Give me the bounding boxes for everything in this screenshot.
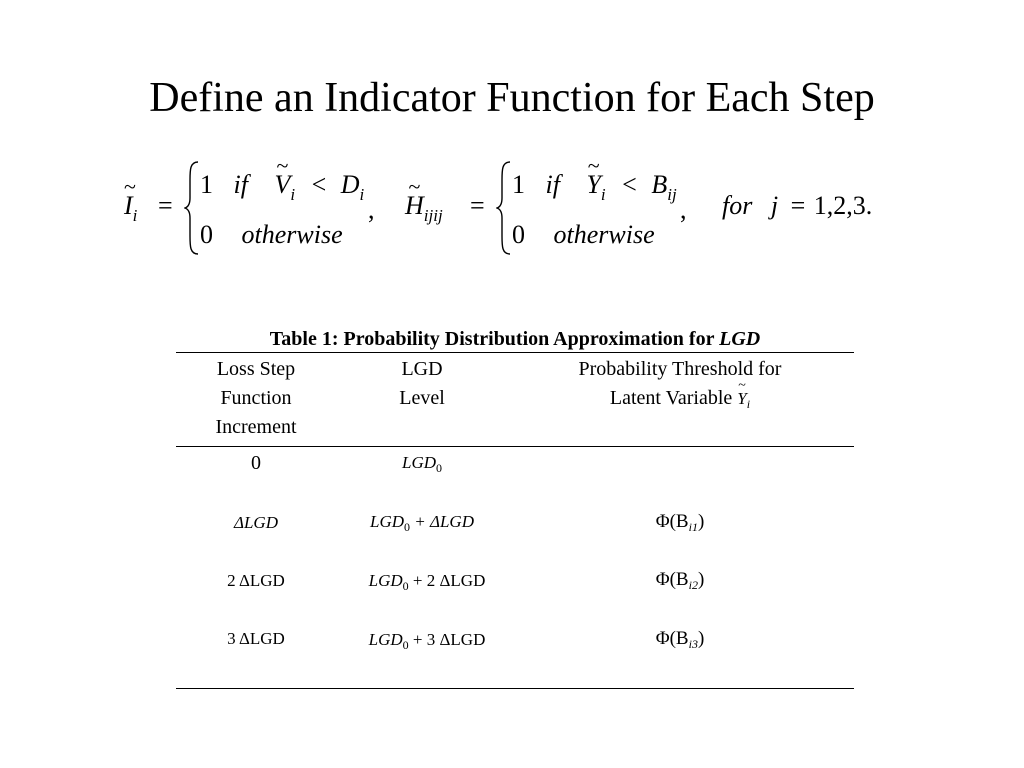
eq1-case1 <box>200 170 364 203</box>
eq2-case1-value: 1 <box>512 170 525 199</box>
eq1-lhs-subscript: i <box>132 206 138 225</box>
eq2-left-brace <box>496 160 512 256</box>
eq-index-range <box>722 191 872 221</box>
table-title-text: Table 1: Probability Distribution Approximation for <box>269 328 720 350</box>
row-3-increment: 3 ΔLGD <box>227 629 285 648</box>
table-title-lgd: LGD <box>719 328 761 350</box>
eq1-left-brace <box>184 160 200 256</box>
eq2-case2-value: 0 <box>512 220 525 249</box>
header-loss-step <box>176 355 336 442</box>
eq2-case2-text: otherwise <box>553 220 655 249</box>
header-threshold-line-2-text: Latent Variable <box>609 387 733 409</box>
eq1-case2 <box>200 220 343 250</box>
slide-title: Define an Indicator Function for Each Step <box>149 75 875 121</box>
eq1-case1-var: ~ V <box>274 170 290 200</box>
row-1-increment: ΔLGD <box>234 513 278 532</box>
header-probability-threshold <box>530 355 830 415</box>
header-lgd-level <box>342 355 502 413</box>
row-0-increment: 0 <box>251 452 261 474</box>
header-latent-subscript: i <box>746 397 751 411</box>
eq2-lhs <box>405 191 443 224</box>
header-loss-step-line-2: Function <box>220 387 292 409</box>
row-2-threshold: $\Phi(B_{i2})$ <box>655 569 705 592</box>
eq1-lhs <box>124 191 137 224</box>
header-loss-step-line-1: Loss Step <box>216 358 296 380</box>
row-2-level: $LGD_0 + 2$ ΔLGD <box>368 571 486 593</box>
eq2-case1 <box>512 170 677 203</box>
row-3-level: $LGD_0 + 3$ ΔLGD <box>368 630 486 652</box>
header-threshold-line-1: Probability Threshold for <box>578 358 782 380</box>
header-lgd-level-line-2: Level <box>399 387 445 409</box>
eq1-case1-var-subscript: i <box>290 185 296 204</box>
eq1-case1-op: < <box>311 170 327 199</box>
header-lgd-level-line-1: LGD <box>401 358 443 380</box>
eq-j-values: 1,2,3. <box>813 191 873 220</box>
eq2-case1-if: if <box>545 170 560 199</box>
eq-j-symbol: j <box>770 191 779 220</box>
eq2-lhs-symbol: ~ H <box>405 191 424 221</box>
table-title <box>176 326 854 352</box>
eq2-case1-var: ~ Y <box>586 170 600 200</box>
header-threshold-line-2 <box>530 378 830 415</box>
eq2-comma: , <box>680 195 687 224</box>
table-top-rule <box>176 352 854 353</box>
row-2-increment: 2 ΔLGD <box>227 571 285 590</box>
header-latent-symbol: ~ Y <box>737 378 747 408</box>
eq1-case1-value: 1 <box>200 170 213 199</box>
eq2-case1-var-subscript: i <box>600 185 606 204</box>
row-3-threshold: $\Phi(B_{i3})$ <box>655 628 705 651</box>
table-bottom-rule <box>176 688 854 689</box>
eq1-case2-text: otherwise <box>241 220 343 249</box>
eq1-case2-value: 0 <box>200 220 213 249</box>
eq1-case1-rhs-subscript: i <box>359 185 365 204</box>
eq2-equals: = <box>470 191 485 220</box>
eq2-lhs-subscript-1: ij <box>423 206 434 225</box>
table-header-rule <box>176 446 854 447</box>
eq-for-word: for <box>722 191 753 220</box>
eq2-case2 <box>512 220 655 250</box>
header-loss-step-line-3: Increment <box>215 416 297 438</box>
eq1-lhs-symbol: ~ I <box>124 191 133 221</box>
row-1-threshold: $\Phi(B_{i1})$ <box>655 511 705 534</box>
eq1-case1-if: if <box>233 170 248 199</box>
eq-tail-equals: = <box>790 191 806 220</box>
eq2-case1-rhs-subscript: ij <box>667 185 677 204</box>
eq2-case1-rhs: B <box>651 170 668 199</box>
eq2-lhs-subscript-2: ij <box>433 206 443 225</box>
eq1-equals: = <box>158 191 173 220</box>
row-0-level: $LGD_0$ <box>401 453 442 475</box>
eq1-case1-rhs: D <box>340 170 360 199</box>
row-1-level: $LGD_0 + \Delta LGD$ <box>370 512 474 534</box>
eq2-case1-op: < <box>622 170 637 199</box>
eq1-comma: , <box>368 195 375 224</box>
